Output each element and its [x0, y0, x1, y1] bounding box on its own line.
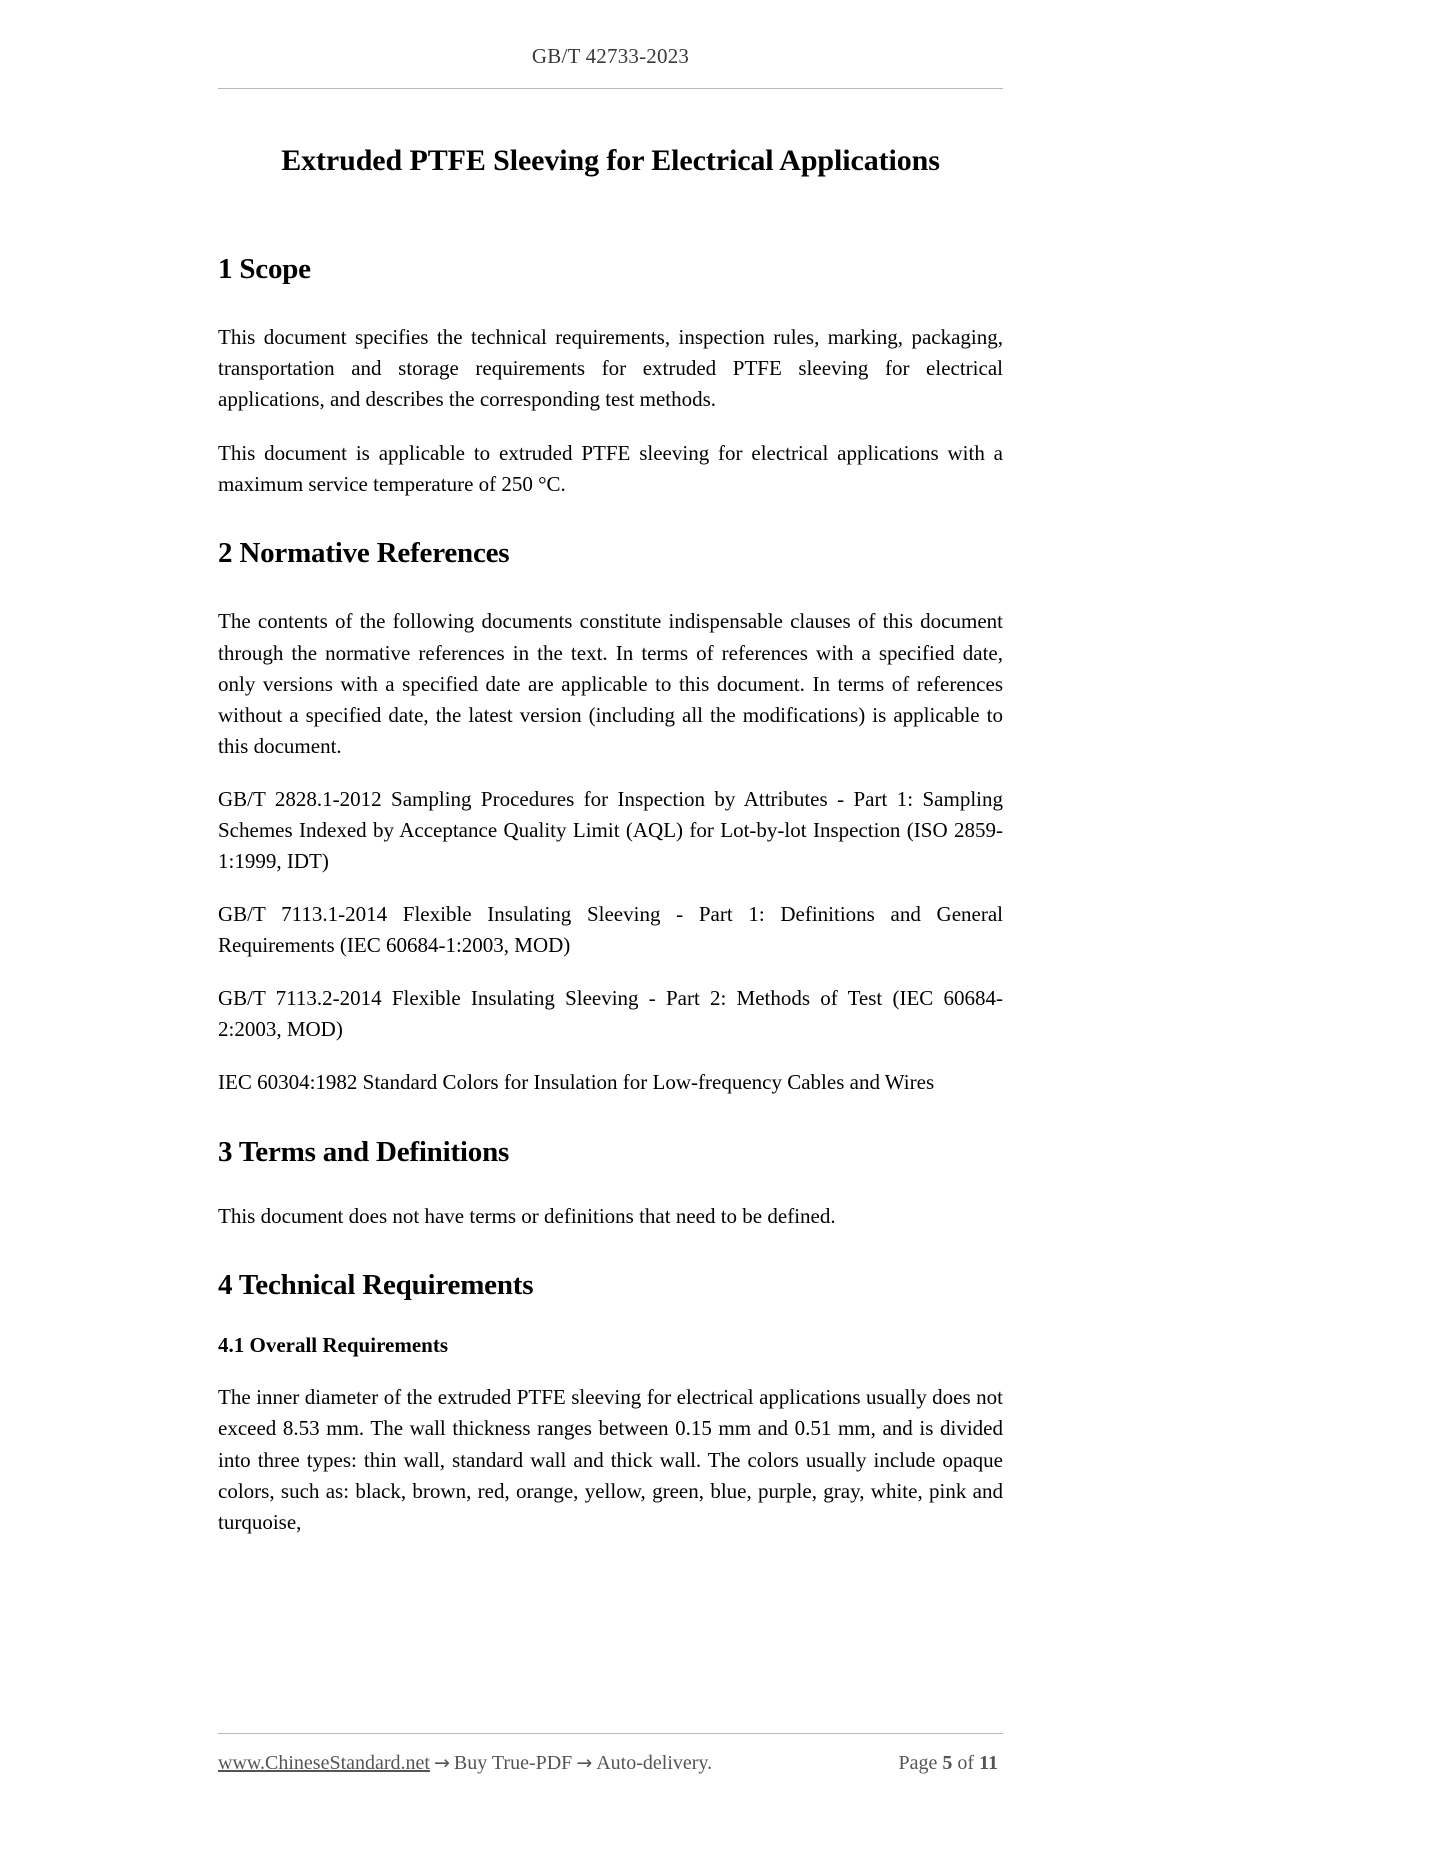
spacer	[218, 877, 1003, 899]
current-page-number: 5	[942, 1752, 953, 1774]
normative-references-intro: The contents of the following documents constitute indispensable clauses of this document through the normative references in the text. In terms of references with a specified date, only versions with a specified date are applicable to this document. In terms of references without a specified date, the latest version (including all the modifications) is applicable to this document.	[218, 609, 1003, 758]
arrow-right-icon: →	[434, 1752, 450, 1774]
overall-requirements-paragraph: The inner diameter of the extruded PTFE sleeving for electrical applications usually does not exceed 8.53 mm. The wall thickness ranges between 0.15 mm and 0.51 mm, and is divided into three types: thin wall, standard wall and thick wall. The colors usually include opaque colors, such as: black, brown, red, orange, yellow, green, blue, purple, gray, white, pink and turquoise,	[218, 1385, 1003, 1534]
spacer	[218, 961, 1003, 983]
scope-paragraph-2: This document is applicable to extruded PTFE sleeving for electrical applications with a maximum service temperature of 250 °C.	[218, 440, 1003, 496]
spacer	[218, 1099, 1003, 1135]
footer-site-link[interactable]: www.ChineseStandard.net	[218, 1752, 430, 1774]
normative-reference-item: GB/T 7113.1-2014 Flexible Insulating Sleeving - Part 1: Definitions and General Requirements (IEC 60684-1:2003, MOD)	[218, 902, 1003, 958]
spacer	[218, 1303, 1003, 1333]
header-divider	[218, 88, 1003, 89]
normative-reference-item: IEC 60304:1982 Standard Colors for Insulation for Low-frequency Cables and Wires	[218, 1070, 935, 1095]
normative-reference-item: GB/T 7113.2-2014 Flexible Insulating Sleeving - Part 2: Methods of Test (IEC 60684-2:2003, MOD)	[218, 986, 1003, 1042]
running-header-standard-code: GB/T 42733-2023	[531, 44, 690, 68]
scope-paragraph-1: This document specifies the technical requirements, inspection rules, marking, packaging, transportation and storage requirements for extruded PTFE sleeving for electrical applications, and describes the corresponding test methods.	[218, 325, 1003, 412]
of-label: of	[957, 1752, 975, 1774]
spacer	[218, 286, 1003, 322]
page-indicator	[899, 1752, 1003, 1775]
page-content	[218, 120, 1003, 1538]
footer-offer-auto-delivery: Auto-delivery.	[596, 1752, 713, 1774]
terms-and-definitions-paragraph: This document does not have terms or definitions that need to be defined.	[218, 1204, 836, 1229]
spacer	[218, 500, 1003, 536]
heading-normative-references: 2 Normative References	[218, 536, 510, 569]
spacer	[218, 1232, 1003, 1268]
spacer	[218, 762, 1003, 784]
heading-terms-and-definitions: 3 Terms and Definitions	[218, 1135, 510, 1168]
normative-reference-item: GB/T 2828.1-2012 Sampling Procedures for Inspection by Attributes - Part 1: Sampling Schemes Indexed by Acceptance Quality Limit (AQL) for Lot-by-lot Inspection (ISO 2859-1:1999, IDT)	[218, 786, 1003, 874]
spacer	[218, 180, 1003, 252]
spacer	[218, 570, 1003, 606]
heading-overall-requirements: 4.1 Overall Requirements	[218, 1333, 448, 1358]
spacer	[218, 1169, 1003, 1201]
footer-promo	[218, 1752, 712, 1775]
spacer	[218, 416, 1003, 438]
footer-divider	[218, 1733, 1003, 1734]
spacer	[218, 1358, 1003, 1382]
footer-offer-buy-true-pdf: Buy True-PDF	[453, 1752, 573, 1774]
page-label: Page	[898, 1752, 938, 1774]
spacer	[218, 1045, 1003, 1067]
total-page-count: 11	[979, 1752, 998, 1774]
page-footer	[218, 1752, 1003, 1775]
heading-scope: 1 Scope	[218, 252, 311, 285]
document-title: Extruded PTFE Sleeving for Electrical Applications	[281, 144, 940, 177]
arrow-right-icon: →	[576, 1752, 593, 1774]
heading-technical-requirements: 4 Technical Requirements	[218, 1269, 534, 1302]
